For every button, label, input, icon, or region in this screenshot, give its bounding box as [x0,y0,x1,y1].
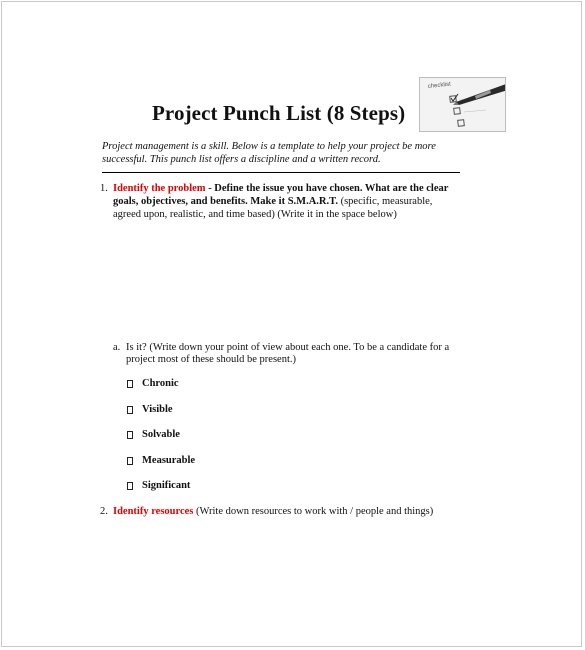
sub-item-text: Is it? (Write down your point of view about each one. To be a candidate for a project most of these should be present.) [126,342,450,365]
checklist-label: Significant [142,480,191,491]
step-plain-text: (Write down resources to work with / people and things) [193,506,434,517]
step-bold-text: - Define the issue you have chosen. What are the clear goals, objectives, and benefits. Make it S.M.A.R.T. [113,183,449,207]
step-number: 2. [100,506,108,517]
pen-on-checklist-icon [420,78,505,131]
step-heading: Identify resources [113,506,194,517]
thumbnail-caption: checklist [427,81,452,90]
checklist-label: Solvable [142,429,180,440]
step-body [113,182,462,221]
step-plain-text: (specific, measurable, agreed upon, realistic, and time based) (Write it in the space below) [113,196,433,220]
checklist-label: Visible [142,403,173,415]
divider [102,172,460,173]
checkbox-icon[interactable] [127,457,133,465]
checkbox-icon[interactable] [127,431,133,439]
step-number: 1. [100,183,108,194]
document-title: Project Punch List (8 Steps) [152,101,406,125]
sub-item-marker: a. [113,342,121,353]
step-body [113,505,462,518]
step-heading: Identify the problem [113,183,206,194]
checkbox-icon[interactable] [127,482,133,490]
checklist-label: Measurable [142,454,196,466]
step-identify-problem [100,182,462,222]
checklist-label: Chronic [142,378,179,389]
page [1,1,582,647]
intro-paragraph: Project management is a skill. Below is a template to help your project be more successful. This punch list offers a discipline and a written record. [102,141,436,165]
checklist-photo [419,77,506,132]
checkbox-icon[interactable] [127,380,133,388]
checkbox-icon[interactable] [127,406,133,414]
step-identify-resources [100,505,462,519]
